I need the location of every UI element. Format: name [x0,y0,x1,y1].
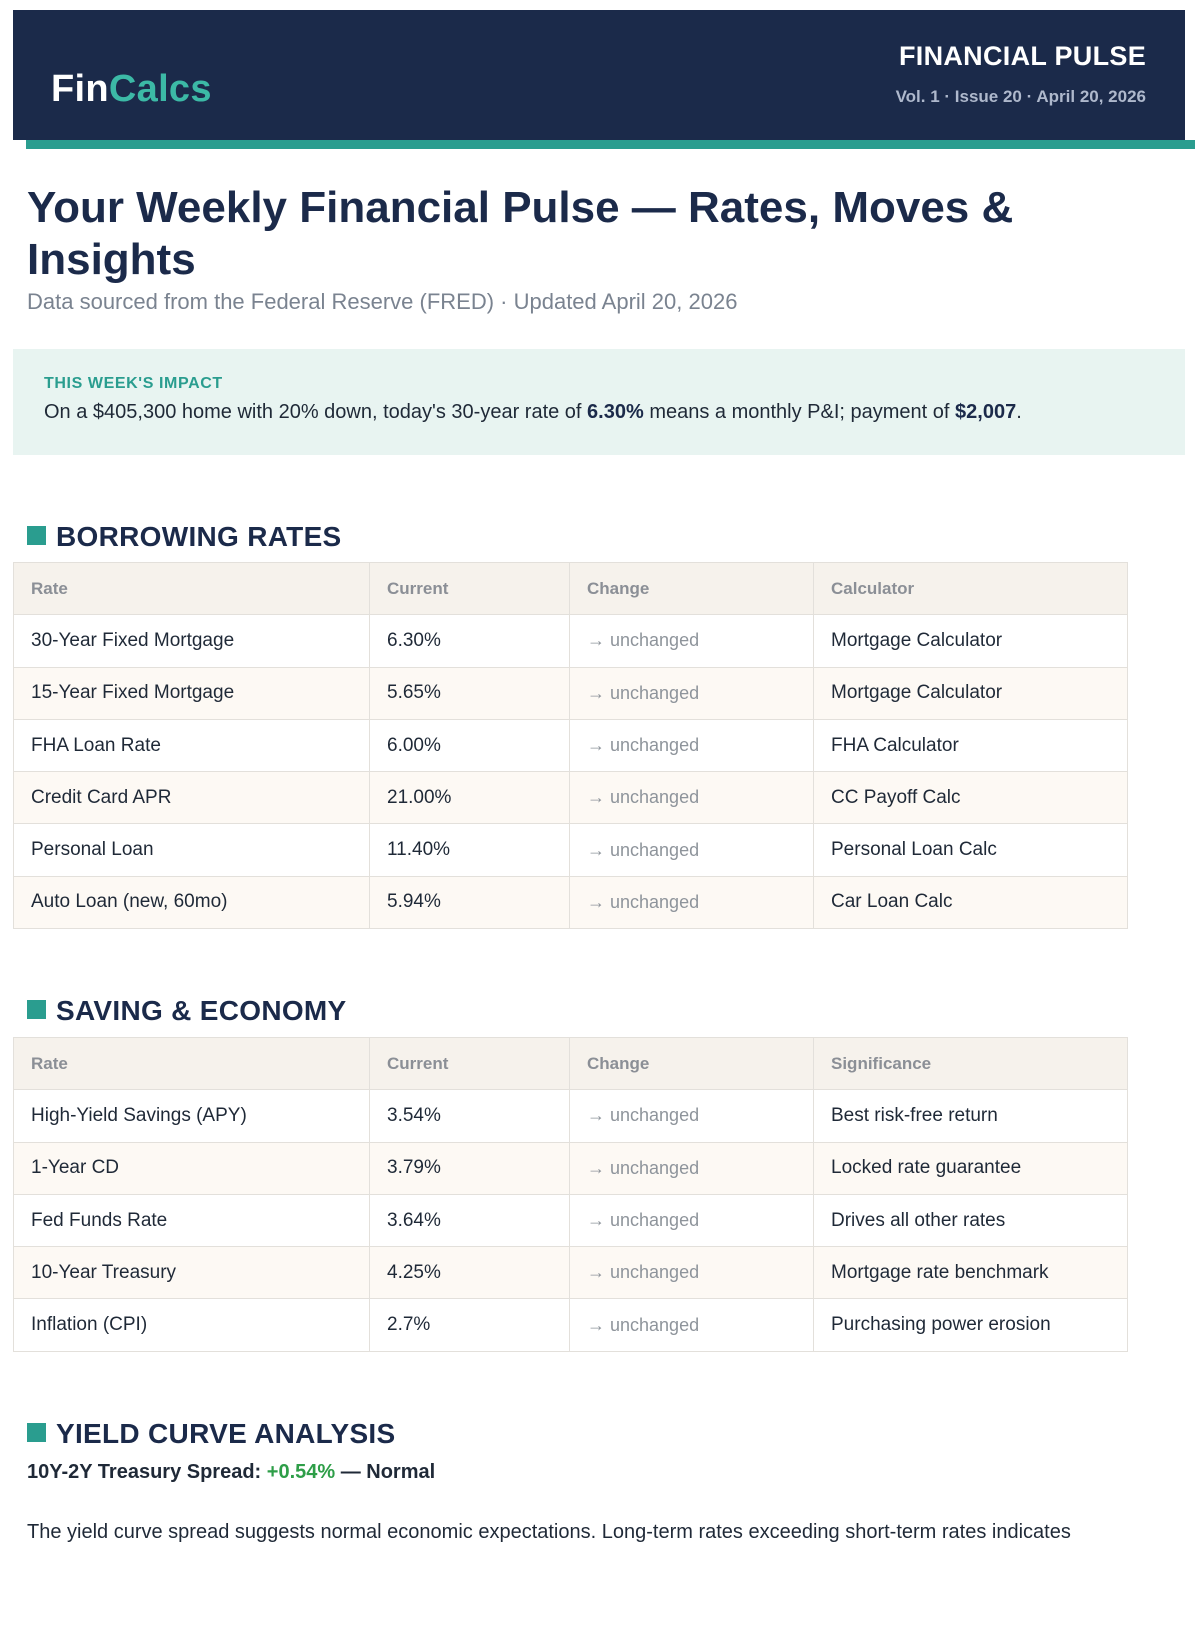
impact-rate: 6.30% [587,401,644,423]
column-header-current: Current [370,563,570,615]
table-row [14,1194,1128,1246]
masthead [13,10,1185,140]
table-row [14,1299,1128,1351]
rate-name-cell: Credit Card APR [14,772,370,824]
data-source-line: Data sourced from the Federal Reserve (FRED) · Updated April 20, 2026 [27,289,738,314]
section-marker-icon [27,1423,46,1442]
change-cell: → unchanged [570,772,814,824]
current-rate-cell: 6.00% [370,719,570,771]
change-cell: → unchanged [570,615,814,667]
yield-curve-analysis-text: The yield curve spread suggests normal economic expectations. Long-term rates exceeding short-term rates indicates [27,1521,1071,1543]
current-rate-cell: 2.7% [370,1299,570,1351]
current-rate-cell: 11.40% [370,824,570,876]
table-row [14,772,1128,824]
saving-title-text: SAVING & ECONOMY [56,995,347,1026]
table-header-row [14,1038,1128,1090]
brand-part-fin: Fin [51,68,109,110]
significance-cell: Drives all other rates [814,1194,1128,1246]
change-cell: → unchanged [570,876,814,928]
rate-name-cell: Auto Loan (new, 60mo) [14,876,370,928]
calculator-link[interactable]: Mortgage Calculator [814,667,1128,719]
calculator-link[interactable]: FHA Calculator [814,719,1128,771]
spread-value: +0.54% [266,1461,336,1483]
table-row [14,615,1128,667]
change-cell: → unchanged [570,667,814,719]
current-rate-cell: 6.30% [370,615,570,667]
impact-callout [13,349,1185,455]
masthead-accent-rule [26,140,1195,149]
change-cell: → unchanged [570,1299,814,1351]
brand-part-calcs: Calcs [108,68,212,110]
current-rate-cell: 3.54% [370,1090,570,1142]
change-cell: → unchanged [570,824,814,876]
current-rate-cell: 5.94% [370,876,570,928]
current-rate-cell: 21.00% [370,772,570,824]
borrowing-rates-table [13,562,1128,929]
impact-text-middle: means a monthly P&I; payment of [643,401,956,423]
rate-name-cell: FHA Loan Rate [14,719,370,771]
change-cell: → unchanged [570,719,814,771]
impact-text [44,401,1022,424]
significance-cell: Best risk-free return [814,1090,1128,1142]
table-header-row [14,563,1128,615]
column-header-rate: Rate [14,563,370,615]
borrowing-table-body [14,615,1128,929]
section-marker-icon [27,1000,46,1019]
current-rate-cell: 3.64% [370,1194,570,1246]
table-row [14,876,1128,928]
borrowing-section-title [27,521,342,553]
current-rate-cell: 4.25% [370,1247,570,1299]
spread-label: 10Y-2Y Treasury Spread: [27,1461,267,1483]
treasury-spread-line [27,1461,435,1484]
rate-name-cell: 30-Year Fixed Mortgage [14,615,370,667]
borrowing-title-text: BORROWING RATES [56,521,342,552]
current-rate-cell: 3.79% [370,1142,570,1194]
table-row [14,1142,1128,1194]
brand-logo[interactable] [51,68,212,111]
rate-name-cell: High-Yield Savings (APY) [14,1090,370,1142]
current-rate-cell: 5.65% [370,667,570,719]
significance-cell: Purchasing power erosion [814,1299,1128,1351]
calculator-link[interactable]: Personal Loan Calc [814,824,1128,876]
publication-title: FINANCIAL PULSE [898,41,1146,71]
column-header-change: Change [570,1038,814,1090]
table-row [14,719,1128,771]
rate-name-cell: Fed Funds Rate [14,1194,370,1246]
impact-label: THIS WEEK'S IMPACT [44,375,223,392]
yield-curve-section-title [27,1418,395,1450]
page-title: Your Weekly Financial Pulse — Rates, Moves & Insights [27,183,1014,284]
change-cell: → unchanged [570,1090,814,1142]
calculator-link[interactable]: Car Loan Calc [814,876,1128,928]
saving-table-body [14,1090,1128,1351]
rate-name-cell: Personal Loan [14,824,370,876]
column-header-change: Change [570,563,814,615]
calculator-link[interactable]: Mortgage Calculator [814,615,1128,667]
significance-cell: Locked rate guarantee [814,1142,1128,1194]
change-cell: → unchanged [570,1247,814,1299]
column-header-rate: Rate [14,1038,370,1090]
rate-name-cell: 1-Year CD [14,1142,370,1194]
yield-curve-title-text: YIELD CURVE ANALYSIS [56,1418,396,1449]
column-header-calculator: Calculator [814,563,1128,615]
rate-name-cell: 15-Year Fixed Mortgage [14,667,370,719]
table-row [14,667,1128,719]
issue-info: Vol. 1 · Issue 20 · April 20, 2026 [895,87,1146,106]
impact-text-after: . [1016,401,1022,423]
significance-cell: Mortgage rate benchmark [814,1247,1128,1299]
table-row [14,824,1128,876]
column-header-significance: Significance [814,1038,1128,1090]
saving-section-title [27,995,347,1027]
table-row [14,1247,1128,1299]
rate-name-cell: Inflation (CPI) [14,1299,370,1351]
change-cell: → unchanged [570,1194,814,1246]
table-row [14,1090,1128,1142]
impact-payment: $2,007 [955,401,1017,423]
section-marker-icon [27,526,46,545]
spread-status: — Normal [335,1461,436,1483]
calculator-link[interactable]: CC Payoff Calc [814,772,1128,824]
saving-economy-table [13,1037,1128,1352]
change-cell: → unchanged [570,1142,814,1194]
impact-text-before: On a $405,300 home with 20% down, today's 30-year rate of [44,401,588,423]
column-header-current: Current [370,1038,570,1090]
rate-name-cell: 10-Year Treasury [14,1247,370,1299]
